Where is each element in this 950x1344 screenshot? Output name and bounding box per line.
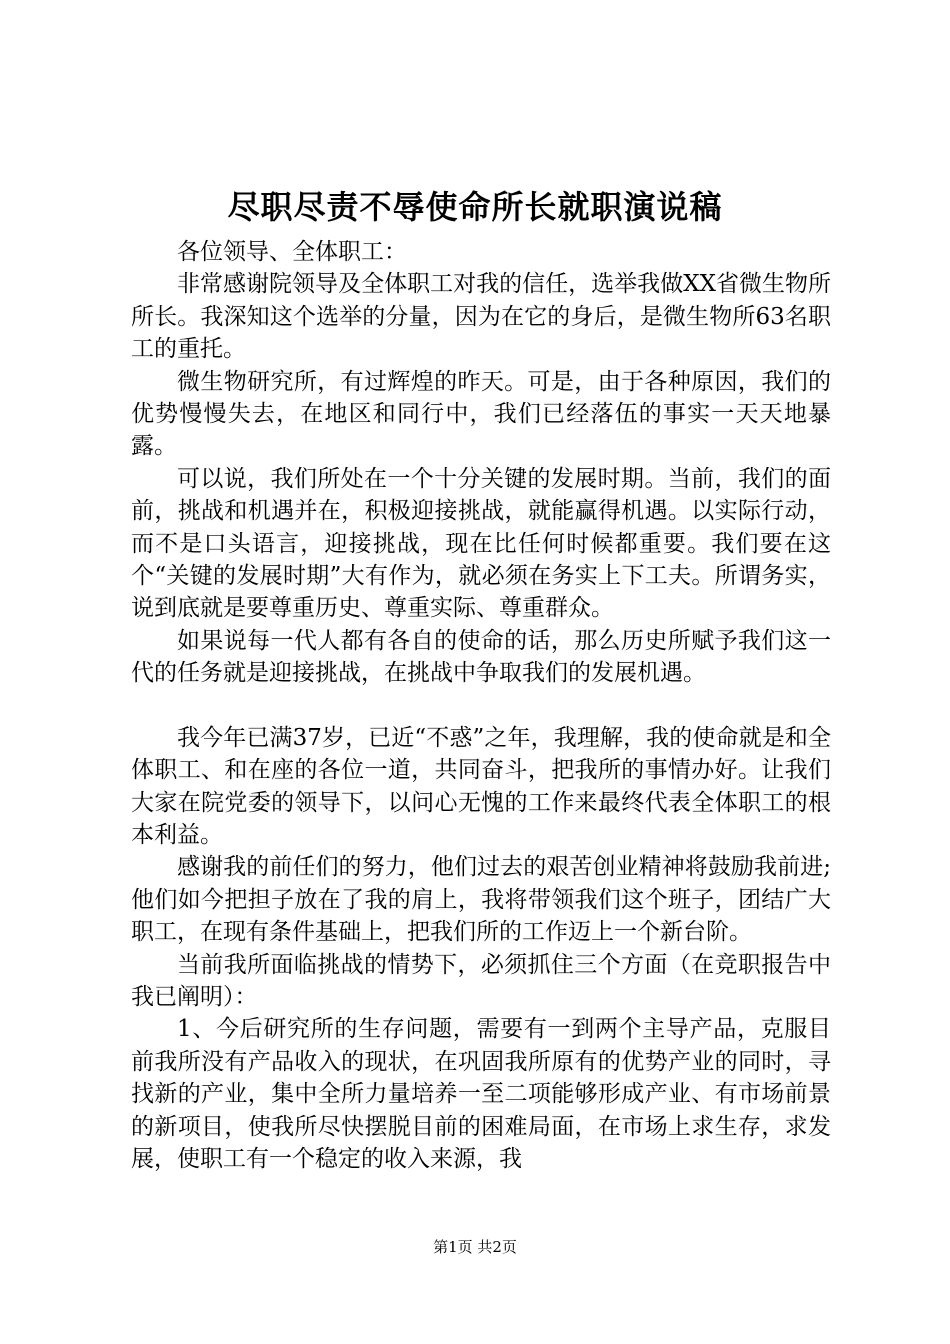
salutation: 各位领导、全体职工： xyxy=(177,239,407,265)
paragraph: 感谢我的前任们的努力，他们过去的艰苦创业精神将鼓励我前进;他们如今把担子放在了我的肩上，我将带领我们这个班子，团结广大职工，在现有条件基础上，把我们所的工作迈上一个新台阶。 xyxy=(131,854,831,946)
paragraph: 1、今后研究所的生存问题，需要有一到两个主导产品，克服目前我所没有产品收入的现状，在巩固我所原有的优势产业的同时，寻找新的产业，集中全所力量培养一至二项能够形成产业、有市场前景的新项目，使我所尽快摆脱目前的困难局面，在市场上求生存，求发展，使职工有一个稳定的收入来源，我 xyxy=(131,1016,831,1172)
paragraph: 当前我所面临挑战的情势下，必须抓住三个方面（在竞职报告中我已阐明）： xyxy=(131,951,831,1010)
paragraph: 我今年已满37岁，已近“不惑”之年，我理解，我的使命就是和全体职工、和在座的各位一道，共同奋斗，把我所的事情办好。让我们大家在院党委的领导下，以问心无愧的工作来最终代表全体职工的根本利益。 xyxy=(131,724,831,848)
document-body xyxy=(131,236,831,1175)
paragraph: 非常感谢院领导及全体职工对我的信任，选举我做XX省微生物所所长。我深知这个选举的分量，因为在它的身后，是微生物所63名职工的重托。 xyxy=(131,271,831,363)
paragraph: 如果说每一代人都有各自的使命的话，那么历史所赋予我们这一代的任务就是迎接挑战，在挑战中争取我们的发展机遇。 xyxy=(131,627,831,687)
paragraph: 可以说，我们所处在一个十分关键的发展时期。当前，我们的面前，挑战和机遇并在，积极迎接挑战，就能赢得机遇。以实际行动，而不是口头语言，迎接挑战，现在比任何时候都重要。我们要在这个“关键的发展时期”大有作为，就必须在务实上下工夫。所谓务实，说到底就是要尊重历史、尊重实际、尊重群众。 xyxy=(131,465,831,622)
document-title: 尽职尽责不辱使命所长就职演说稿 xyxy=(227,188,723,226)
paragraph: 微生物研究所，有过辉煌的昨天。可是，由于各种原因，我们的优势慢慢失去，在地区和同行中，我们已经落伍的事实一天天地暴露。 xyxy=(131,368,831,460)
page-number-footer: 第1页 共2页 xyxy=(433,1238,517,1256)
